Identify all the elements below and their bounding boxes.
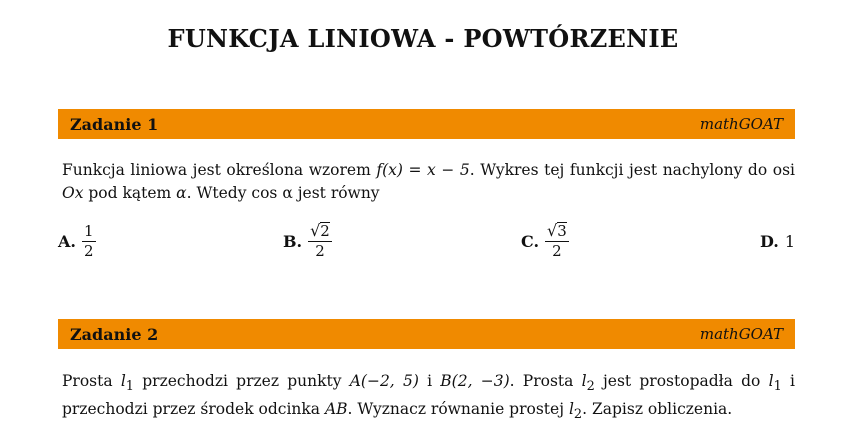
line-l1-subscript: 1 (125, 379, 135, 395)
answer-b-denominator: 2 (315, 242, 325, 260)
task-2-text-part: Prosta (62, 372, 121, 390)
task-2-text (62, 370, 795, 426)
point-a: A(−2, 5) (349, 372, 419, 390)
line-l2-subscript: 2 (573, 407, 583, 423)
brand-label: mathGOAT (699, 325, 783, 343)
answer-b-numerator (308, 221, 332, 242)
task-1-text-part: pod kątem (83, 184, 177, 202)
line-l1-subscript: 1 (773, 379, 782, 395)
line-l2-subscript: 2 (586, 379, 595, 395)
segment-ab: AB (324, 400, 348, 419)
answer-c-numerator (545, 221, 569, 242)
answer-c-letter: C. (521, 231, 540, 251)
task-1-text (62, 159, 795, 205)
task-1-text-part: . Wtedy (186, 184, 252, 202)
sqrt-icon: √ (310, 221, 321, 240)
point-b: B(2, −3) (440, 372, 510, 390)
task-2-text-part: . Prosta (509, 372, 582, 390)
task-1-answers (58, 216, 795, 266)
line-l1: l (768, 372, 774, 390)
sqrt-icon: √ (547, 221, 558, 240)
answer-c[interactable] (521, 216, 569, 266)
page-title: FUNKCJA LINIOWA - POWTÓRZENIE (167, 24, 679, 53)
line-l2: l (581, 372, 587, 390)
answer-a-letter: A. (58, 231, 76, 251)
task-2-text-part: jest prostopadła do (594, 372, 769, 390)
axis-ox: Ox (62, 184, 84, 202)
task-1-text-part: . Wykres tej funkcji jest nachylony do osi (469, 161, 795, 179)
task-2-text-part: i przechodzi przez środek odcinka (62, 372, 795, 419)
cos-alpha: cos α (251, 184, 293, 202)
task-2-text-part: . Wyznacz równanie prostej (347, 400, 569, 419)
answer-b-fraction (308, 221, 332, 261)
task-2-label: Zadanie 2 (70, 324, 159, 344)
answer-b-letter: B. (283, 231, 303, 251)
task-1-label: Zadanie 1 (70, 114, 159, 134)
task-2-header (58, 319, 795, 349)
answer-c-fraction (545, 221, 569, 261)
answer-a[interactable] (58, 216, 96, 266)
alpha-symbol: α (176, 184, 187, 202)
task-2-text-part: i (418, 372, 441, 390)
answer-a-numerator: 1 (83, 221, 94, 240)
task-2-text-part: przechodzi przez punkty (134, 372, 350, 390)
answer-a-fraction (82, 222, 96, 261)
answer-c-radicand: 3 (557, 222, 567, 240)
answer-a-denominator: 2 (83, 241, 94, 260)
brand-label: mathGOAT (699, 115, 783, 133)
task-1-text-part: Funkcja liniowa jest określona wzorem (62, 161, 377, 179)
task-2-text-part: . Zapisz obliczenia. (582, 400, 733, 419)
line-l2: l (568, 400, 574, 419)
answer-d[interactable] (760, 216, 795, 266)
answer-d-value: 1 (784, 231, 795, 251)
formula-f: f(x) = x − 5 (376, 161, 470, 179)
answer-d-letter: D. (759, 231, 779, 251)
answer-b[interactable] (283, 216, 332, 266)
answer-c-denominator: 2 (552, 242, 562, 260)
task-1-text-part: jest równy (292, 184, 380, 202)
line-l1: l (120, 372, 126, 390)
answer-b-radicand: 2 (320, 222, 330, 240)
task-1-header (58, 109, 795, 139)
